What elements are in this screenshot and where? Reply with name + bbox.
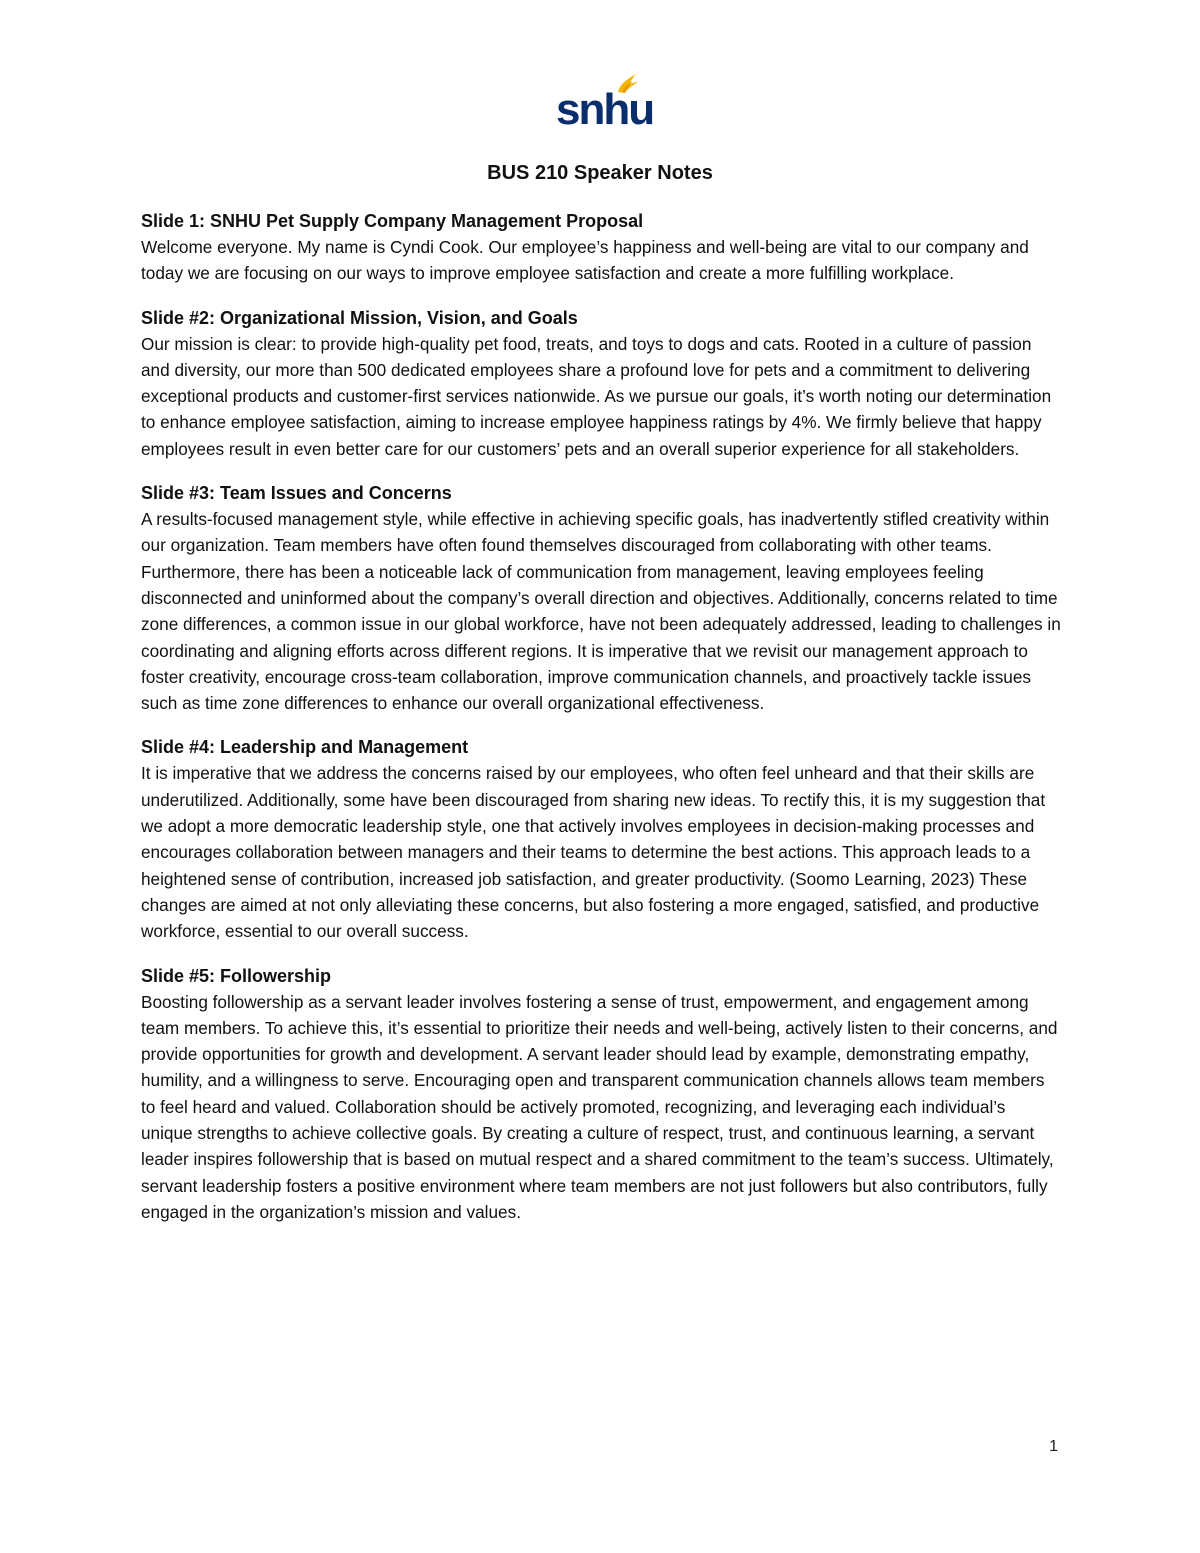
section-slide-4 — [141, 734, 1061, 944]
section-slide-3 — [141, 480, 1061, 716]
section-heading: Slide #5: Followership — [141, 965, 332, 986]
page-number: 1 — [1049, 1438, 1058, 1455]
section-heading: Slide #2: Organizational Mission, Vision, and Goals — [141, 307, 578, 328]
section-heading: Slide 1: SNHU Pet Supply Company Management Proposal — [141, 211, 644, 231]
section-body: Welcome everyone. My name is Cyndi Cook. Our employee’s happiness and well-being are vital to our company and today we are focusing on our ways to improve employee satisfaction and create a more fulfilling workplace. — [141, 237, 1029, 284]
section-body: It is imperative that we address the concerns raised by our employees, who often feel unheard and that their skills are underutilized. Additionally, some have been discouraged from sharing new ideas. To rectify this, it is my suggestion that we adopt a more democratic leadership style, one that actively involves employees in decision-making processes and encourages collaboration between managers and their teams to determine the best actions. This approach leads to a heightened sense of contribution, increased job satisfaction, and greater productivity. (Soomo Learning, 2023) These changes are aimed at not only alleviating these concerns, but also fostering a more engaged, satisfied, and productive workforce, essential to our overall success. — [141, 763, 1046, 942]
section-slide-1 — [141, 208, 1061, 287]
section-body: Our mission is clear: to provide high-quality pet food, treats, and toys to dogs and cats. Rooted in a culture of passion and diversity, our more than 500 dedicated employees share a profound love for pets and a commitment to delivering exceptional products and customer-first services nationwide. As we pursue our goals, it’s worth noting our determination to enhance employee satisfaction, aiming to increase employee happiness ratings by 4%. We firmly believe that happy employees result in even better care for our customers’ pets and an overall superior experience for all stakeholders. — [141, 333, 1052, 459]
section-body: Boosting followership as a servant leader involves fostering a sense of trust, empowerment, and engagement among team members. To achieve this, it’s essential to prioritize their needs and well-being, actively listen to their concerns, and provide opportunities for growth and development. A servant leader should lead by example, demonstrating empathy, humility, and a willingness to serve. Encouraging open and transparent communication channels allows team members to feel heard and valued. Collaboration should be actively promoted, recognizing, and leveraging each individual’s unique strengths to achieve collective goals. By creating a culture of respect, trust, and continuous learning, a servant leader inspires followership that is based on mutual respect and a shared commitment to the team’s success. Ultimately, servant leadership fosters a positive environment where team members are not just followers but also contributors, fully engaged in the organization’s mission and values. — [141, 991, 1058, 1222]
logo-wordmark: snhu — [556, 85, 654, 134]
document-content — [141, 208, 1061, 1243]
section-heading: Slide #4: Leadership and Management — [141, 737, 469, 758]
section-slide-5 — [141, 963, 1061, 1226]
section-heading: Slide #3: Team Issues and Concerns — [141, 483, 452, 504]
document-title: BUS 210 Speaker Notes — [487, 162, 713, 184]
section-body: A results-focused management style, while effective in achieving specific goals, has inadvertently stifled creativity within our organization. Team members have often found themselves discouraged from collaborating with other teams. Furthermore, there has been a noticeable lack of communication from management, leaving employees feeling disconnected and uninformed about the company’s overall direction and objectives. Additionally, concerns related to time zone differences, a common issue in our global workforce, have not been adequately addressed, leading to challenges in coordinating and aligning efforts across different regions. It is imperative that we revisit our management approach to foster creativity, encourage cross-team collaboration, improve communication channels, and proactively tackle issues such as time zone differences to enhance our overall organizational effectiveness. — [141, 509, 1061, 714]
section-slide-2 — [141, 305, 1061, 462]
snhu-logo — [556, 70, 654, 134]
